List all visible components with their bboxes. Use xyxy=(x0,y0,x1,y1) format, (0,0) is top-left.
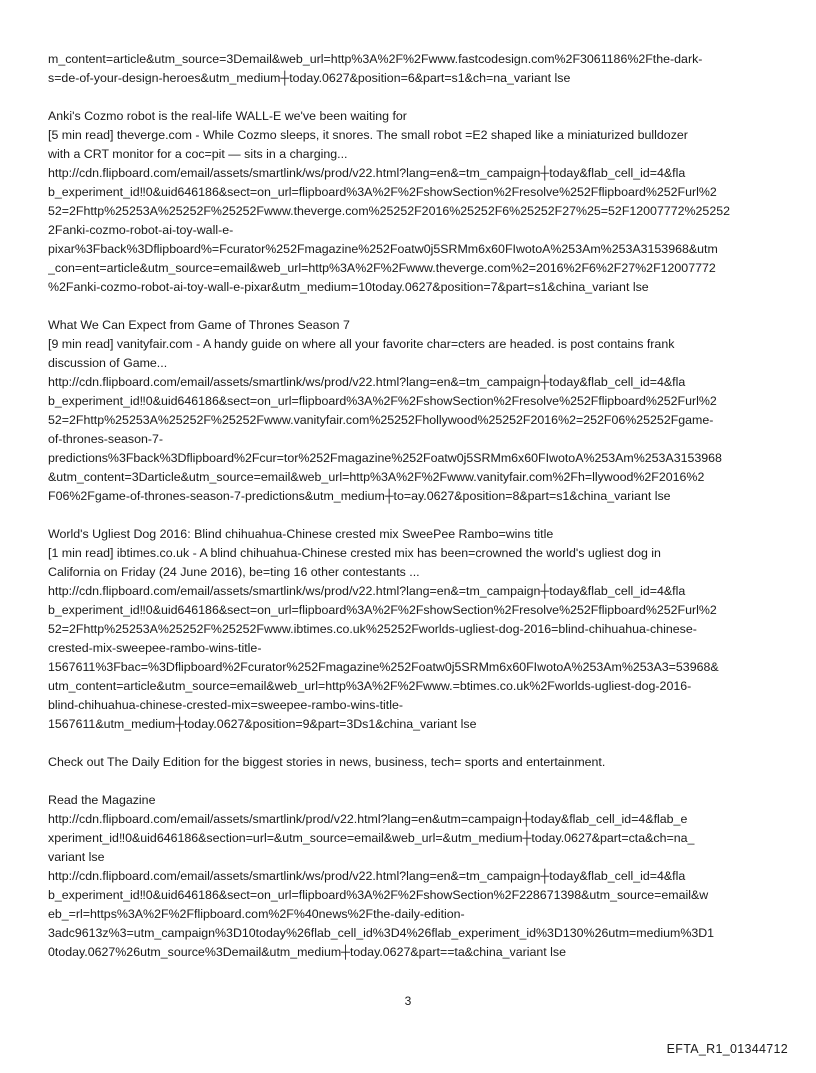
article-summary: [5 min read] theverge.com - While Cozmo sleeps, it snores. The small robot =E2 shaped like a miniaturized bulldozer xyxy=(48,128,688,142)
link-line: pixar%3Fback%3Dflipboard%=Fcurator%252Fmagazine%252Foatw0j5SRMm6x60FIwotoA%253Am%253A3153968&utm xyxy=(48,242,718,256)
link-line: of-thrones-season-7- xyxy=(48,432,164,446)
link-line: %2Fanki-cozmo-robot-ai-toy-wall-e-pixar&utm_medium=10today.0627&position=7&part=s1&china_variant lse xyxy=(48,280,649,294)
article-title: Anki's Cozmo robot is the real-life WALL-E we've been waiting for xyxy=(48,109,407,123)
link-line: variant lse xyxy=(48,850,105,864)
article-summary: discussion of Game... xyxy=(48,356,168,370)
magazine-section xyxy=(48,791,772,962)
link-line: 52=2Fhttp%25253A%25252F%25252Fwww.vanityfair.com%25252Fhollywood%25252F2016%2=252F06%25252Fgame- xyxy=(48,413,714,427)
link-line: b_experiment_id‼0&uid646186&sect=on_url=flipboard%3A%2F%2FshowSection%2Fresolve%252Fflipboard%252Furl%2 xyxy=(48,603,717,617)
email-body xyxy=(48,50,772,962)
link-line: 1567611&utm_medium┼today.0627&position=9&part=3Ds1&china_variant lse xyxy=(48,717,477,731)
link-line: http://cdn.flipboard.com/email/assets/smartlink/prod/v22.html?lang=en&utm=campaign┼today&flab_cell_id=4&flab_e xyxy=(48,812,688,826)
link-line: http://cdn.flipboard.com/email/assets/smartlink/ws/prod/v22.html?lang=en&=tm_campaign┼today&flab_cell_id=4&fla xyxy=(48,584,686,598)
article-link[interactable] xyxy=(48,373,772,506)
link-line: 1567611%3Fbac=%3Dflipboard%2Fcurator%252Fmagazine%252Foatw0j5SRMm6x60FIwotoA%253Am%253A3=53968& xyxy=(48,660,719,674)
link-line: 0today.0627%26utm_source%3Demail&utm_medium┼today.0627&part==ta&china_variant lse xyxy=(48,945,567,959)
article-summary: [9 min read] vanityfair.com - A handy guide on where all your favorite char=cters are headed. is post contains frank xyxy=(48,337,675,351)
article-entry xyxy=(48,525,772,734)
daily-edition-link[interactable] xyxy=(48,867,772,962)
daily-edition-promo: Check out The Daily Edition for the biggest stories in news, business, tech= sports and entertainment. xyxy=(48,755,606,769)
article-summary: California on Friday (24 June 2016), be=ting 16 other contestants ... xyxy=(48,565,420,579)
article-entry xyxy=(48,107,772,297)
link-line: eb_=rl=https%3A%2F%2Fflipboard.com%2F%40news%2Fthe-daily-edition- xyxy=(48,907,465,921)
article-title: What We Can Expect from Game of Thrones Season 7 xyxy=(48,318,350,332)
magazine-link[interactable] xyxy=(48,810,772,867)
article-link[interactable] xyxy=(48,164,772,297)
link-line: b_experiment_id‼0&uid646186&sect=on_url=flipboard%3A%2F%2FshowSection%2Fresolve%252Fflipboard%252Furl%2 xyxy=(48,185,717,199)
link-line: http://cdn.flipboard.com/email/assets/smartlink/ws/prod/v22.html?lang=en&=tm_campaign┼today&flab_cell_id=4&fla xyxy=(48,166,686,180)
link-line: &utm_content=3Darticle&utm_source=email&web_url=http%3A%2F%2Fwww.vanityfair.com%2Fh=llywood%2F2016%2 xyxy=(48,470,705,484)
link-line: s=de-of-your-design-heroes&utm_medium┼today.0627&position=6&part=s1&ch=na_variant lse xyxy=(48,71,571,85)
magazine-heading: Read the Magazine xyxy=(48,793,156,807)
link-line: crested-mix-sweepee-rambo-wins-title- xyxy=(48,641,262,655)
link-line: http://cdn.flipboard.com/email/assets/smartlink/ws/prod/v22.html?lang=en&=tm_campaign┼today&flab_cell_id=4&fla xyxy=(48,869,686,883)
link-line: utm_content=article&utm_source=email&web_url=http%3A%2F%2Fwww.=btimes.co.uk%2Fworlds-ugliest-dog-2016- xyxy=(48,679,692,693)
article-title: World's Ugliest Dog 2016: Blind chihuahua-Chinese crested mix SweePee Rambo=wins title xyxy=(48,527,554,541)
link-line: F06%2Fgame-of-thrones-season-7-predictions&utm_medium┼to=ay.0627&position=8&part=s1&china_variant lse xyxy=(48,489,671,503)
article-entry xyxy=(48,316,772,506)
link-line: b_experiment_id‼0&uid646186&sect=on_url=flipboard%3A%2F%2FshowSection%2F228671398&utm_source=email&w xyxy=(48,888,709,902)
link-line: _con=ent=article&utm_source=email&web_url=http%3A%2F%2Fwww.theverge.com%2=2016%2F6%2F27%2F12007772 xyxy=(48,261,716,275)
article-link[interactable] xyxy=(48,582,772,734)
link-line: 52=2Fhttp%25253A%25252F%25252Fwww.ibtimes.co.uk%25252Fworlds-ugliest-dog-2016=blind-chihuahua-chinese- xyxy=(48,622,697,636)
link-line: http://cdn.flipboard.com/email/assets/smartlink/ws/prod/v22.html?lang=en&=tm_campaign┼today&flab_cell_id=4&fla xyxy=(48,375,686,389)
link-line: 2Fanki-cozmo-robot-ai-toy-wall-e- xyxy=(48,223,234,237)
link-line: xperiment_id‼0&uid646186&section=url=&utm_source=email&web_url=&utm_medium┼today.0627&part=cta&ch=na_ xyxy=(48,831,695,845)
link-line: predictions%3Fback%3Dflipboard%2Fcur=tor%252Fmagazine%252Foatw0j5SRMm6x60FIwotoA%253Am%253A3153968 xyxy=(48,451,722,465)
continued-link[interactable] xyxy=(48,50,772,88)
article-summary: [1 min read] ibtimes.co.uk - A blind chihuahua-Chinese crested mix has been=crowned the world's ugliest dog in xyxy=(48,546,661,560)
link-line: 3adc9613z%3=utm_campaign%3D10today%26flab_cell_id%3D4%26flab_experiment_id%3D130%26utm=medium%3D1 xyxy=(48,926,715,940)
document-id: EFTA_R1_01344712 xyxy=(666,1042,788,1056)
link-line: 52=2Fhttp%25253A%25252F%25252Fwww.theverge.com%25252F2016%25252F6%25252F27%25=52F12007772%25252 xyxy=(48,204,730,218)
article-summary: with a CRT monitor for a coc=pit — sits in a charging... xyxy=(48,147,348,161)
page-number: 3 xyxy=(404,994,412,1008)
link-line: m_content=article&utm_source=3Demail&web_url=http%3A%2F%2Fwww.fastcodesign.com%2F3061186%2Fthe-dark- xyxy=(48,52,703,66)
link-line: b_experiment_id‼0&uid646186&sect=on_url=flipboard%3A%2F%2FshowSection%2Fresolve%252Fflipboard%252Furl%2 xyxy=(48,394,717,408)
link-line: blind-chihuahua-chinese-crested-mix=sweepee-rambo-wins-title- xyxy=(48,698,404,712)
